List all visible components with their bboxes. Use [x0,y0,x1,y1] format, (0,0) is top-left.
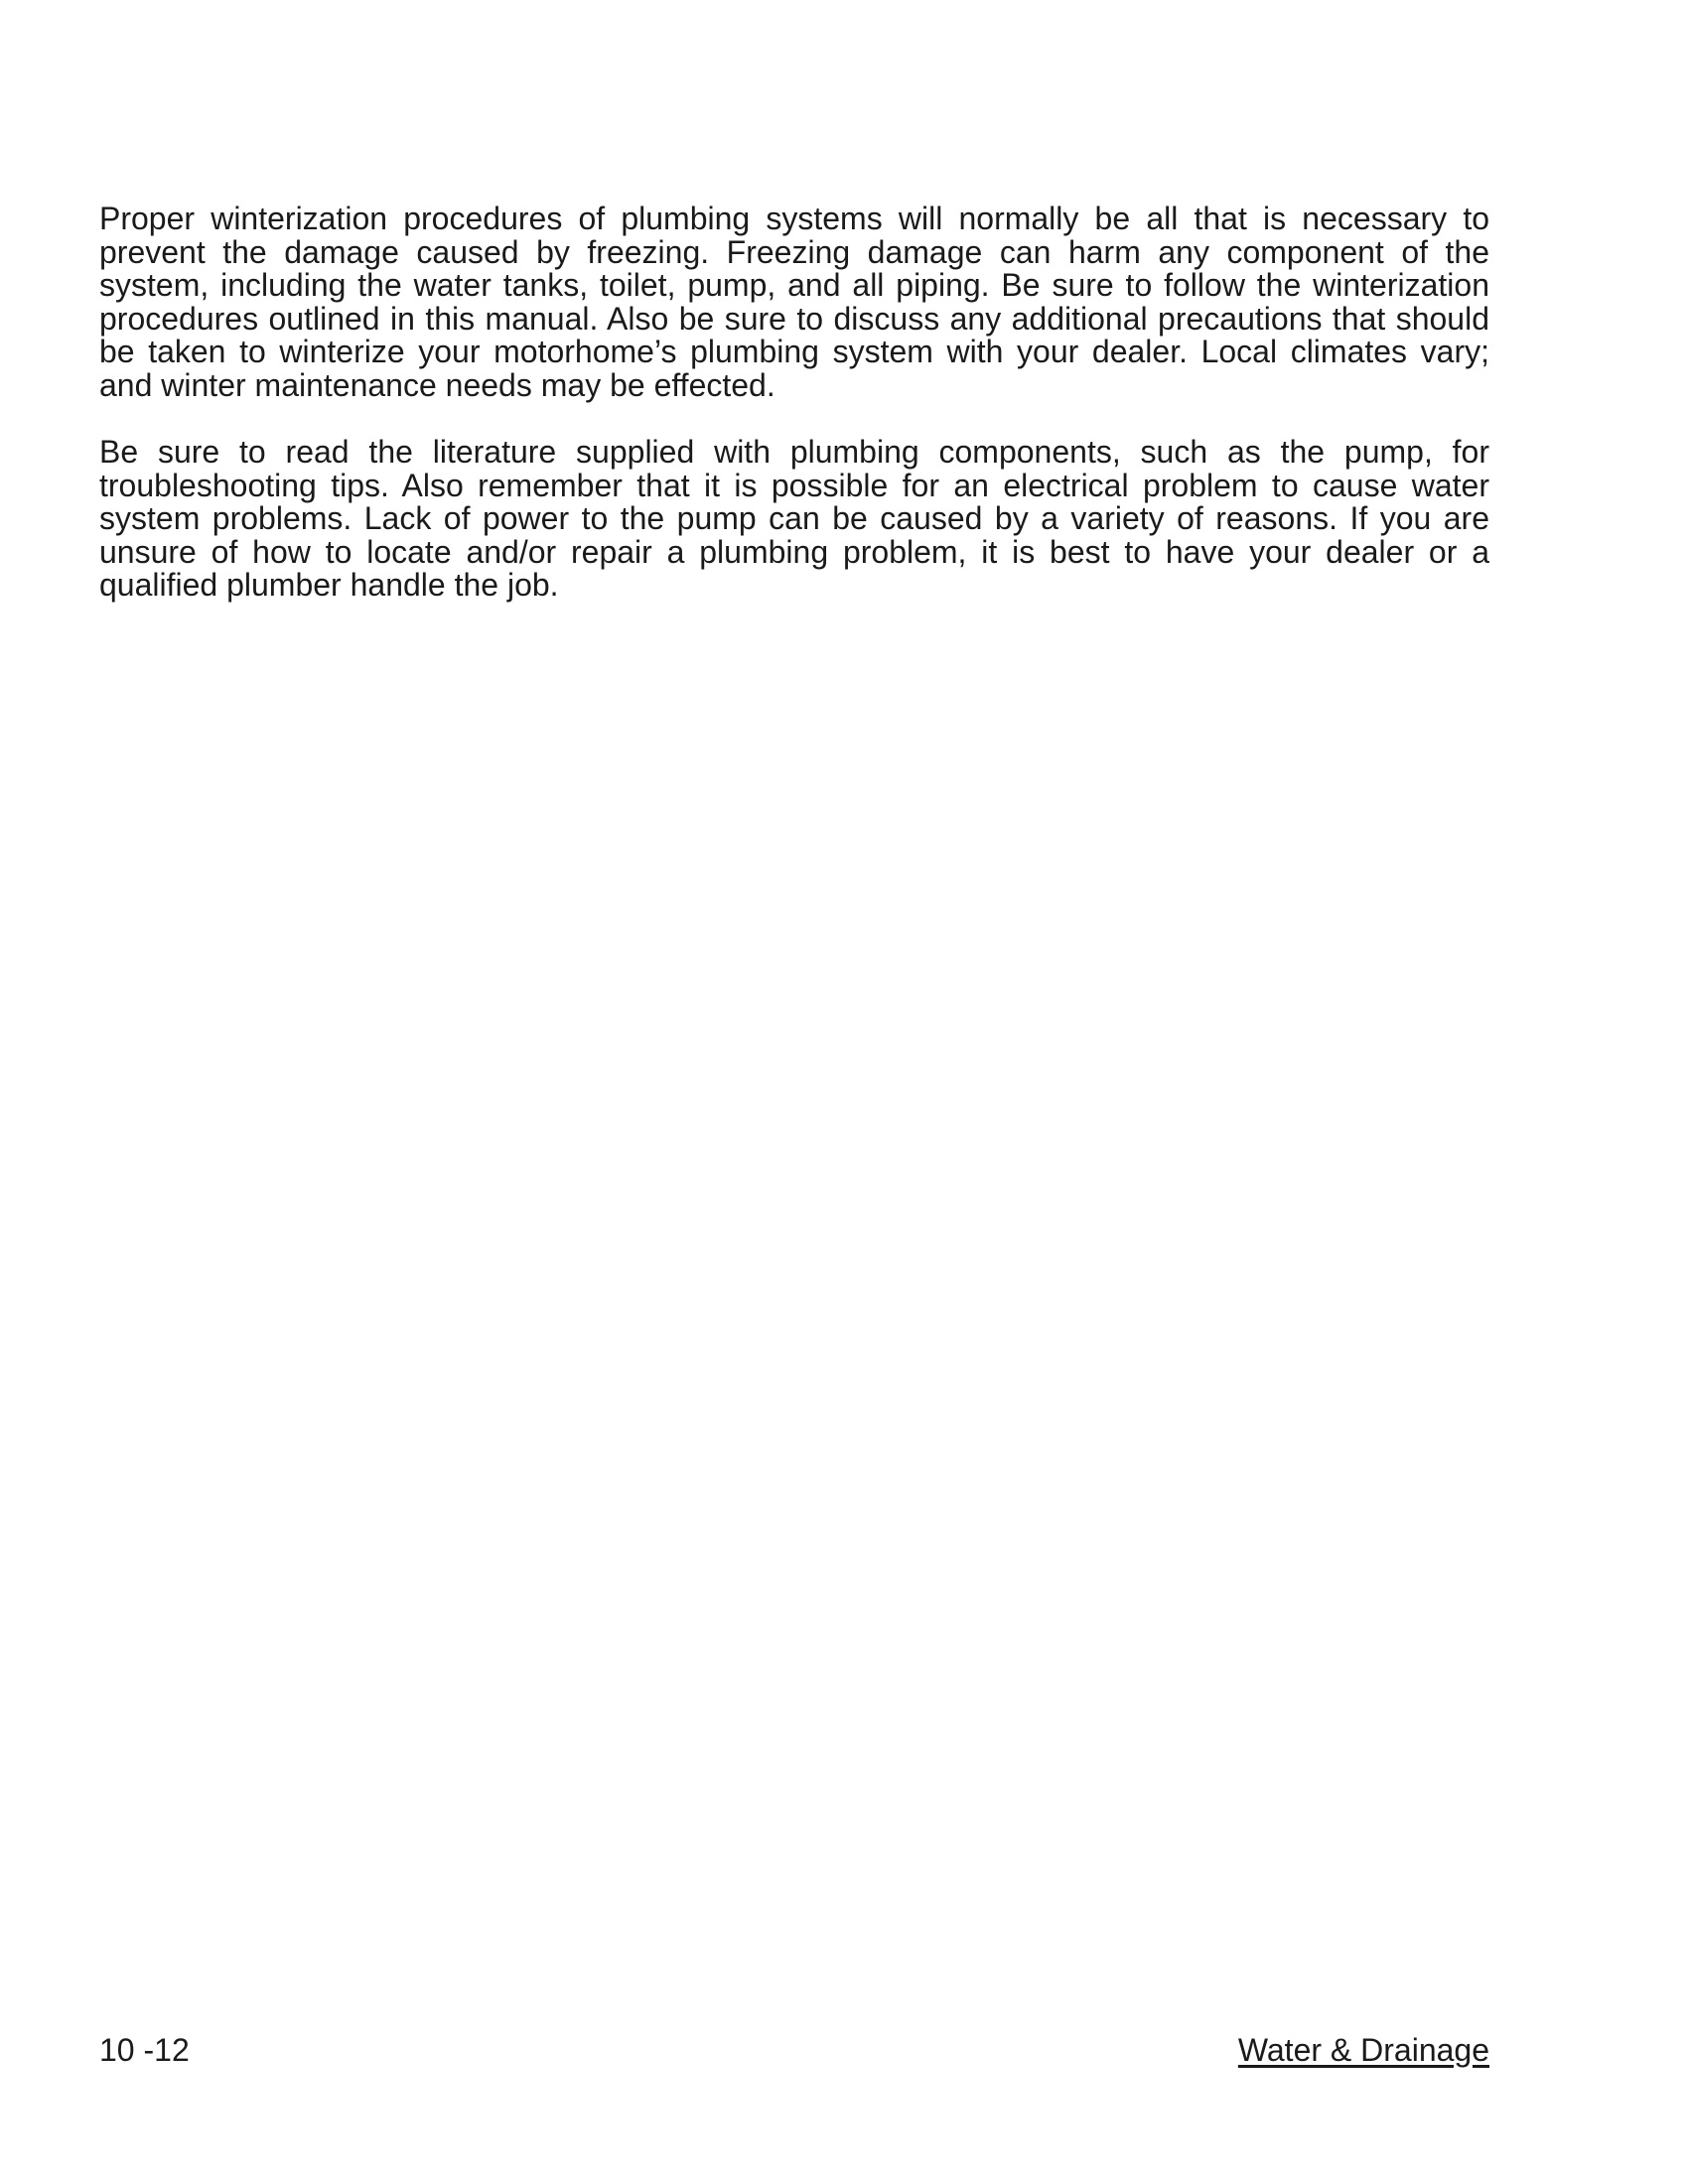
body-text [99,203,1489,636]
paragraph-troubleshooting: Be sure to read the literature supplied with plumbing components, such as the pump, for troubleshooting tips. Also remember that it is possible for an electrical problem to cause water system problems. Lack of power to the pump can be caused by a variety of reasons. If you are unsure of how to locate and/or repair a plumbing problem, it is best to have your dealer or a qualified plumber handle the job. [99,434,1489,603]
footer-page-number: 10 -12 [99,2032,190,2068]
paragraph-winterization: Proper winterization procedures of plumbing systems will normally be all that is necessary to prevent the damage caused by freezing. Freezing damage can harm any component of the system, including the water tanks, toilet, pump, and all piping. Be sure to follow the winterization procedures outlined in this manual. Also be sure to discuss any additional precautions that should be taken to winterize your motorhome’s plumbing system with your dealer. Local climates vary; and winter maintenance needs may be effected. [99,201,1489,403]
footer-section-title: Water & Drainage [1237,2032,1489,2068]
